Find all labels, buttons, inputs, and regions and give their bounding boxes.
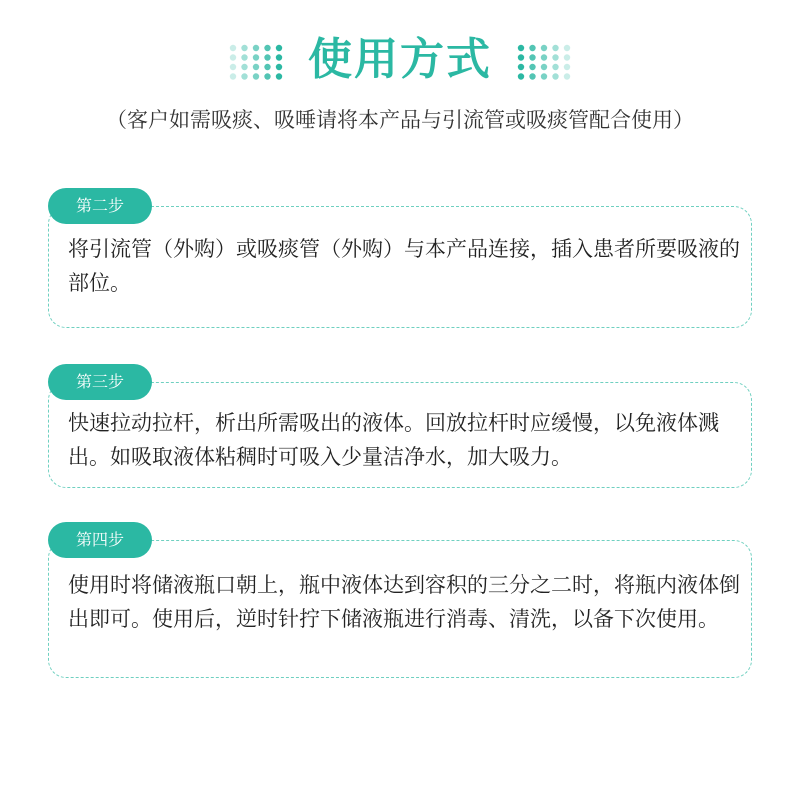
- step-card-3: [48, 364, 752, 488]
- header: [0, 26, 800, 96]
- page-title: 使用方式: [308, 34, 492, 85]
- step-tag: 第四步: [48, 522, 152, 558]
- page-subtitle: （客户如需吸痰、吸唾请将本产品与引流管或吸痰管配合使用）: [106, 108, 694, 132]
- step-card-2: [48, 188, 752, 328]
- step-card-4: [48, 522, 752, 678]
- decorative-dots-right-icon: [516, 44, 572, 80]
- step-tag: 第二步: [48, 188, 152, 224]
- step-text: 将引流管（外购）或吸痰管（外购）与本产品连接，插入患者所要吸液的部位。: [68, 237, 740, 295]
- step-tag: 第三步: [48, 364, 152, 400]
- step-text: 快速拉动拉杆，析出所需吸出的液体。回放拉杆时应缓慢，以免液体溅出。如吸取液体粘稠时可吸入少量洁净水，加大吸力。: [68, 411, 719, 469]
- step-text: 使用时将储液瓶口朝上，瓶中液体达到容积的三分之二时，将瓶内液体倒出即可。使用后，逆时针拧下储液瓶进行消毒、清洗，以备下次使用。: [68, 573, 740, 631]
